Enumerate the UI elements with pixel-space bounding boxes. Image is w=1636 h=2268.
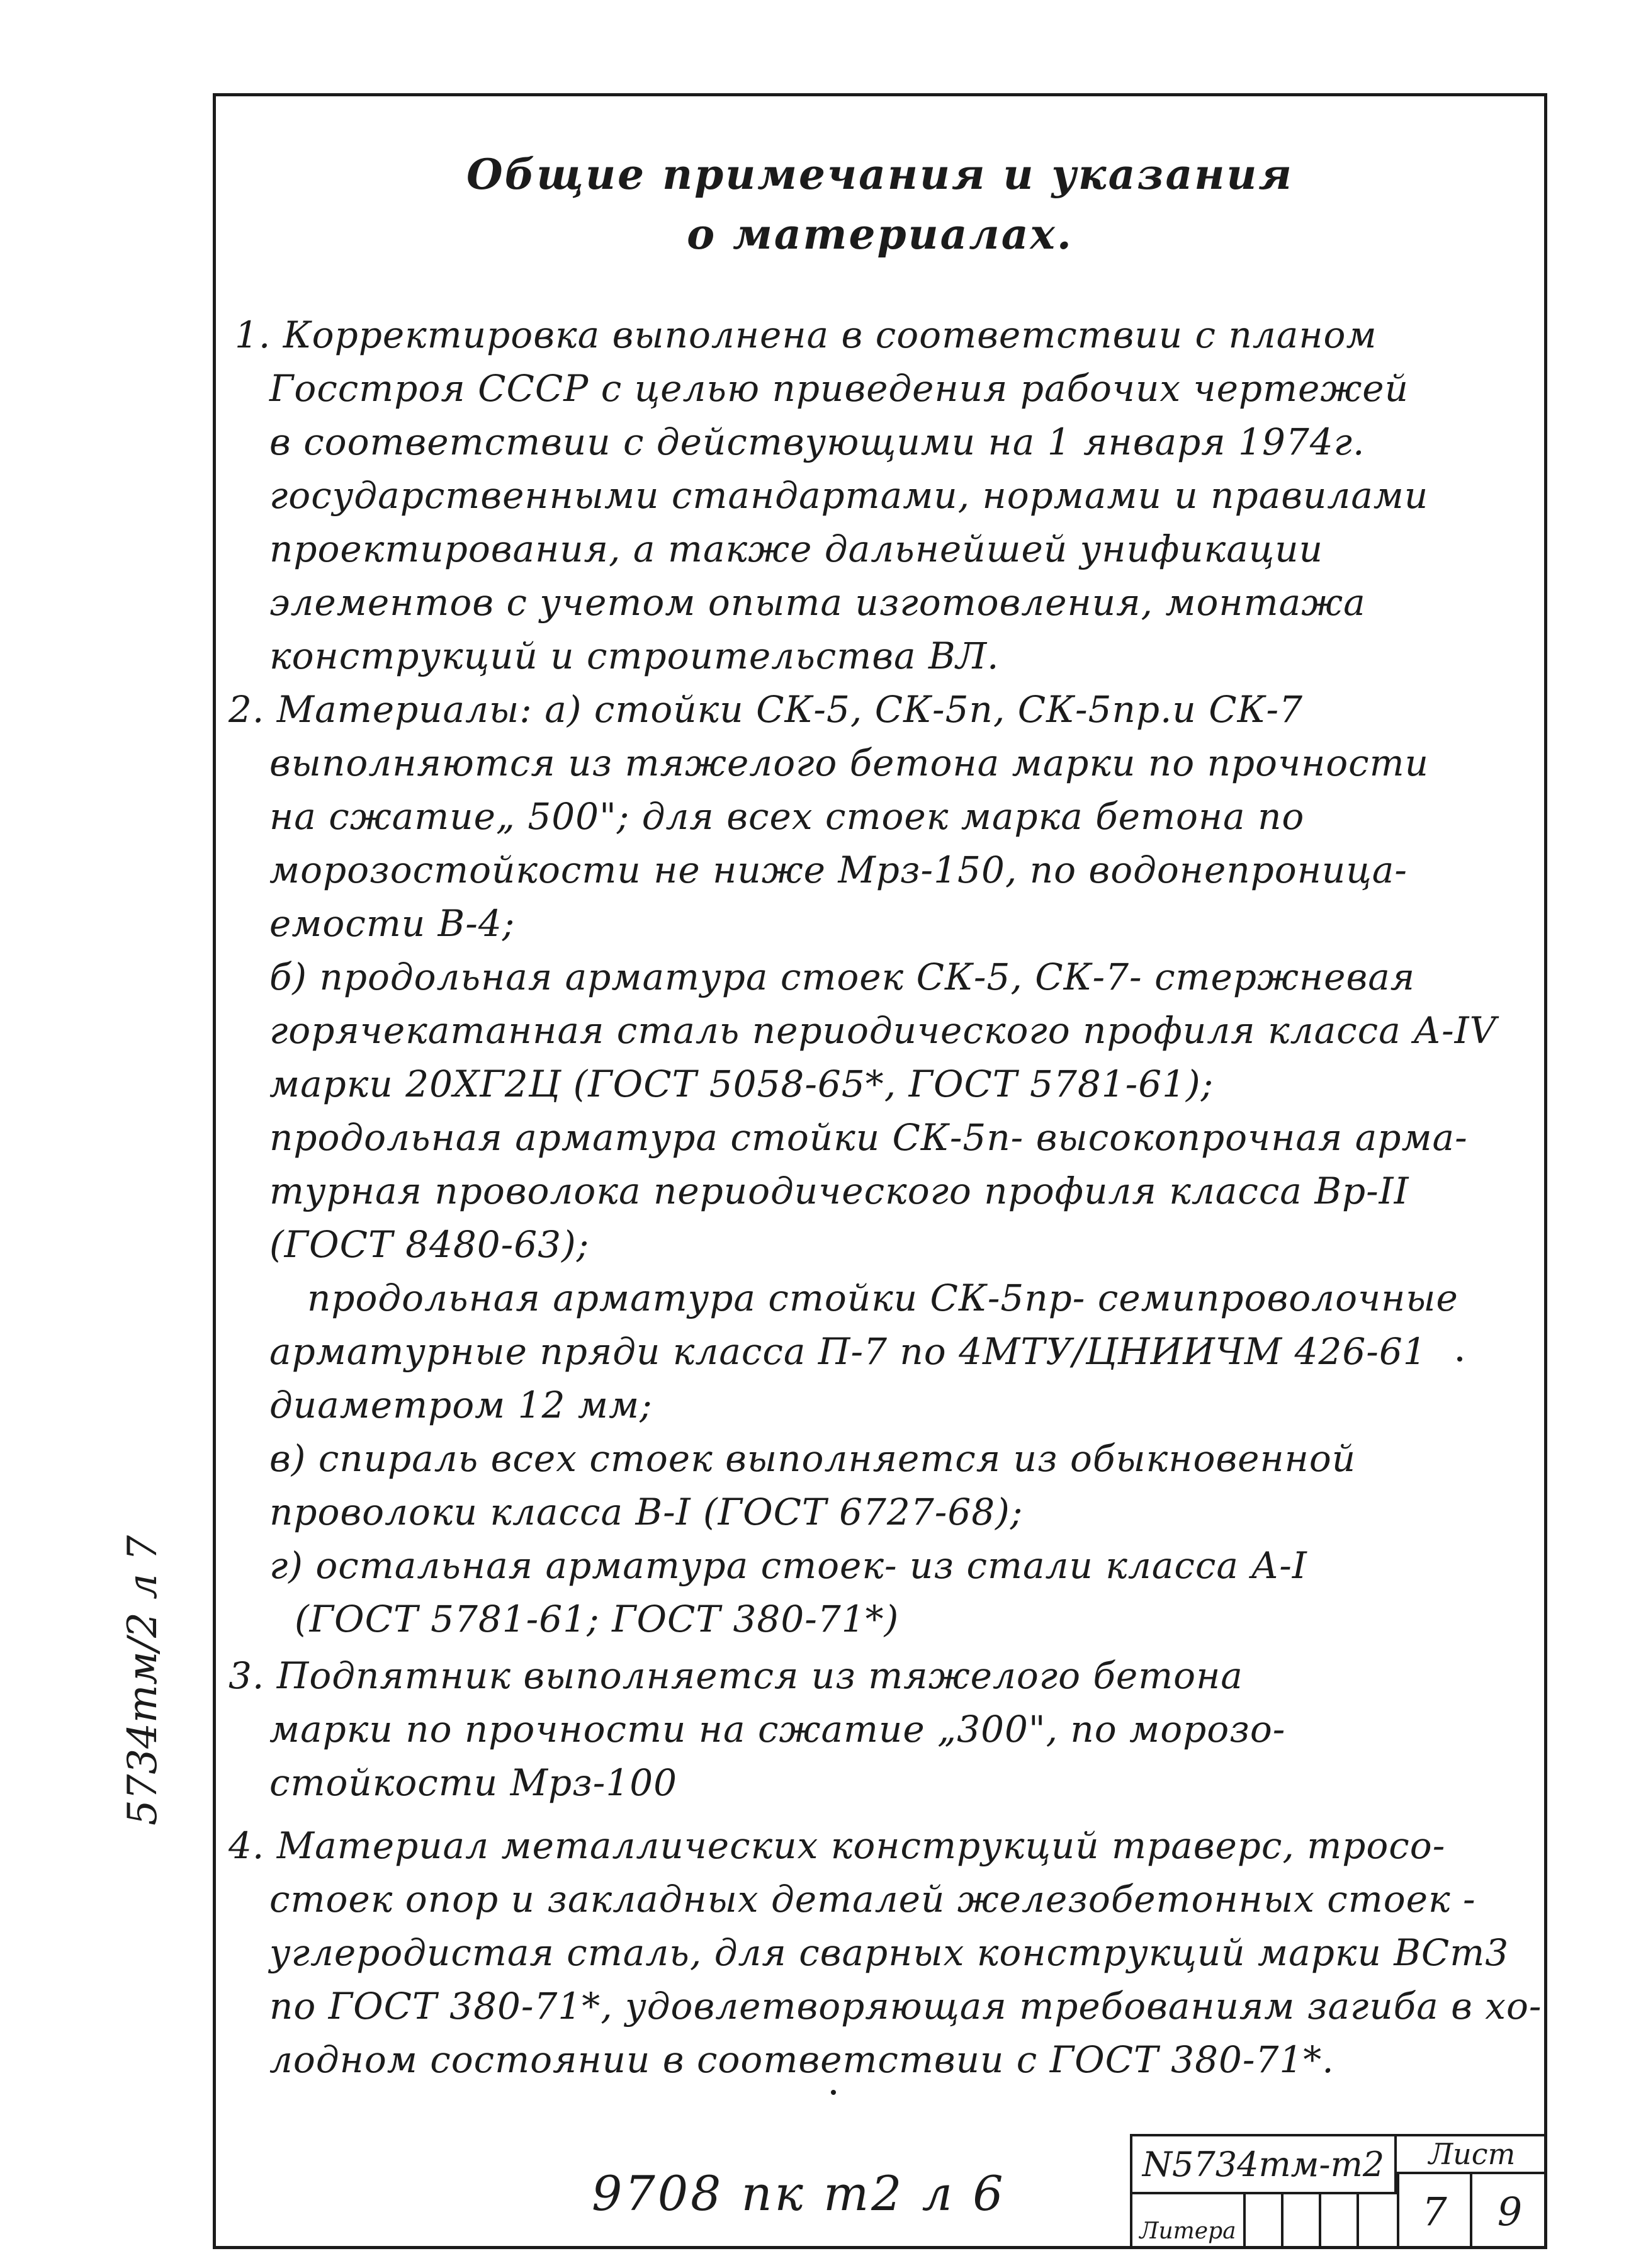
note-line: стойкости Мрз-100 <box>269 1761 678 1804</box>
litera-cell <box>1246 2194 1283 2249</box>
stray-dot <box>1457 1357 1462 1362</box>
note-line: в) спираль всех стоек выполняется из обыкновенной <box>269 1437 1357 1480</box>
note-line: 3. Подпятник выполняется из тяжелого бетона <box>228 1654 1243 1697</box>
note-line: г) остальная арматура стоек- из стали класса А-I <box>269 1544 1307 1587</box>
stray-dot <box>831 2090 836 2095</box>
note-line: арматурные пряди класса П-7 по 4МТУ/ЦНИИЧМ 426-61 <box>269 1330 1427 1373</box>
note-line: стоек опор и закладных деталей железобетонных стоек - <box>269 1878 1476 1921</box>
note-line: выполняются из тяжелого бетона марки по прочности <box>269 742 1430 784</box>
note-line: в соответствии с действующими на 1 января 1974г. <box>269 420 1365 463</box>
note-line: продольная арматура стойки СК-5п- высокопрочная арма- <box>269 1116 1468 1159</box>
title-line-2: о материалах. <box>687 210 1073 259</box>
note-line: на сжатие„ 500"; для всех стоек марка бетона по <box>269 795 1305 838</box>
note-line: горячекатанная сталь периодического профиля класса А-IV <box>269 1009 1497 1052</box>
note-line: (ГОСТ 5781-61; ГОСТ 380-71*) <box>295 1598 900 1640</box>
litera-label: Литера <box>1132 2194 1246 2249</box>
note-line: государственными стандартами, нормами и правилами <box>269 474 1429 517</box>
note-line: конструкций и строительства ВЛ. <box>269 635 1000 677</box>
note-line: углеродистая сталь, для сварных конструкций марки ВСт3 <box>269 1931 1509 1974</box>
note-line: (ГОСТ 8480-63); <box>269 1223 590 1266</box>
note-line: проволоки класса В-I (ГОСТ 6727-68); <box>269 1491 1024 1533</box>
note-line: диаметром 12 мм; <box>269 1384 653 1426</box>
note-line: марки 20ХГ2Ц (ГОСТ 5058-65*, ГОСТ 5781-61); <box>269 1063 1214 1105</box>
note-line: проектирования, а также дальнейшей унификации <box>269 528 1323 570</box>
sheet-number: 7 <box>1397 2174 1472 2249</box>
litera-cell <box>1283 2194 1321 2249</box>
note-line: продольная арматура стойки СК-5пр- семипроволочные <box>307 1277 1458 1319</box>
note-line: по ГОСТ 380-71*, удовлетворяющая требованиям загиба в хо- <box>269 1985 1542 2028</box>
note-line: Госстроя СССР с целью приведения рабочих чертежей <box>269 367 1409 410</box>
note-line: 4. Материал металлических конструкций траверс, тросо- <box>228 1824 1446 1867</box>
note-line: морозостойкости не ниже Мрз-150, по водонепроница- <box>269 849 1408 891</box>
title-line-1: Общие примечания и указания <box>466 150 1294 199</box>
sheet-count: 9 <box>1497 2189 1523 2235</box>
side-archive-note: 5734тм/2 л 7 <box>120 1535 166 1825</box>
note-line: 1. Корректировка выполнена в соответствии с планом <box>235 313 1377 356</box>
document-number: N5734тм-т2 <box>1132 2136 1397 2194</box>
note-line: турная проволока периодического профиля класса Вр-II <box>269 1170 1409 1212</box>
note-line: емости В-4; <box>269 902 516 945</box>
title-block-stamp <box>1130 2134 1547 2249</box>
note-line: б) продольная арматура стоек СК-5, СК-7- стержневая <box>269 956 1416 998</box>
litera-cell <box>1359 2194 1397 2249</box>
note-line: элементов с учетом опыта изготовления, монтажа <box>269 581 1366 624</box>
note-line: лодном состоянии в соответствии с ГОСТ 380-71*. <box>269 2038 1334 2081</box>
note-line: марки по прочности на сжатие „300", по морозо- <box>269 1708 1286 1751</box>
document-sheet <box>213 93 1547 2249</box>
note-line: 2. Материалы: а) стойки СК-5, СК-5п, СК-5пр.и СК-7 <box>228 688 1303 731</box>
litera-cell <box>1321 2194 1359 2249</box>
archive-inventory-note: 9708 пк т2 л 6 <box>592 2165 1006 2221</box>
sheet-label: Лист <box>1397 2136 1547 2174</box>
